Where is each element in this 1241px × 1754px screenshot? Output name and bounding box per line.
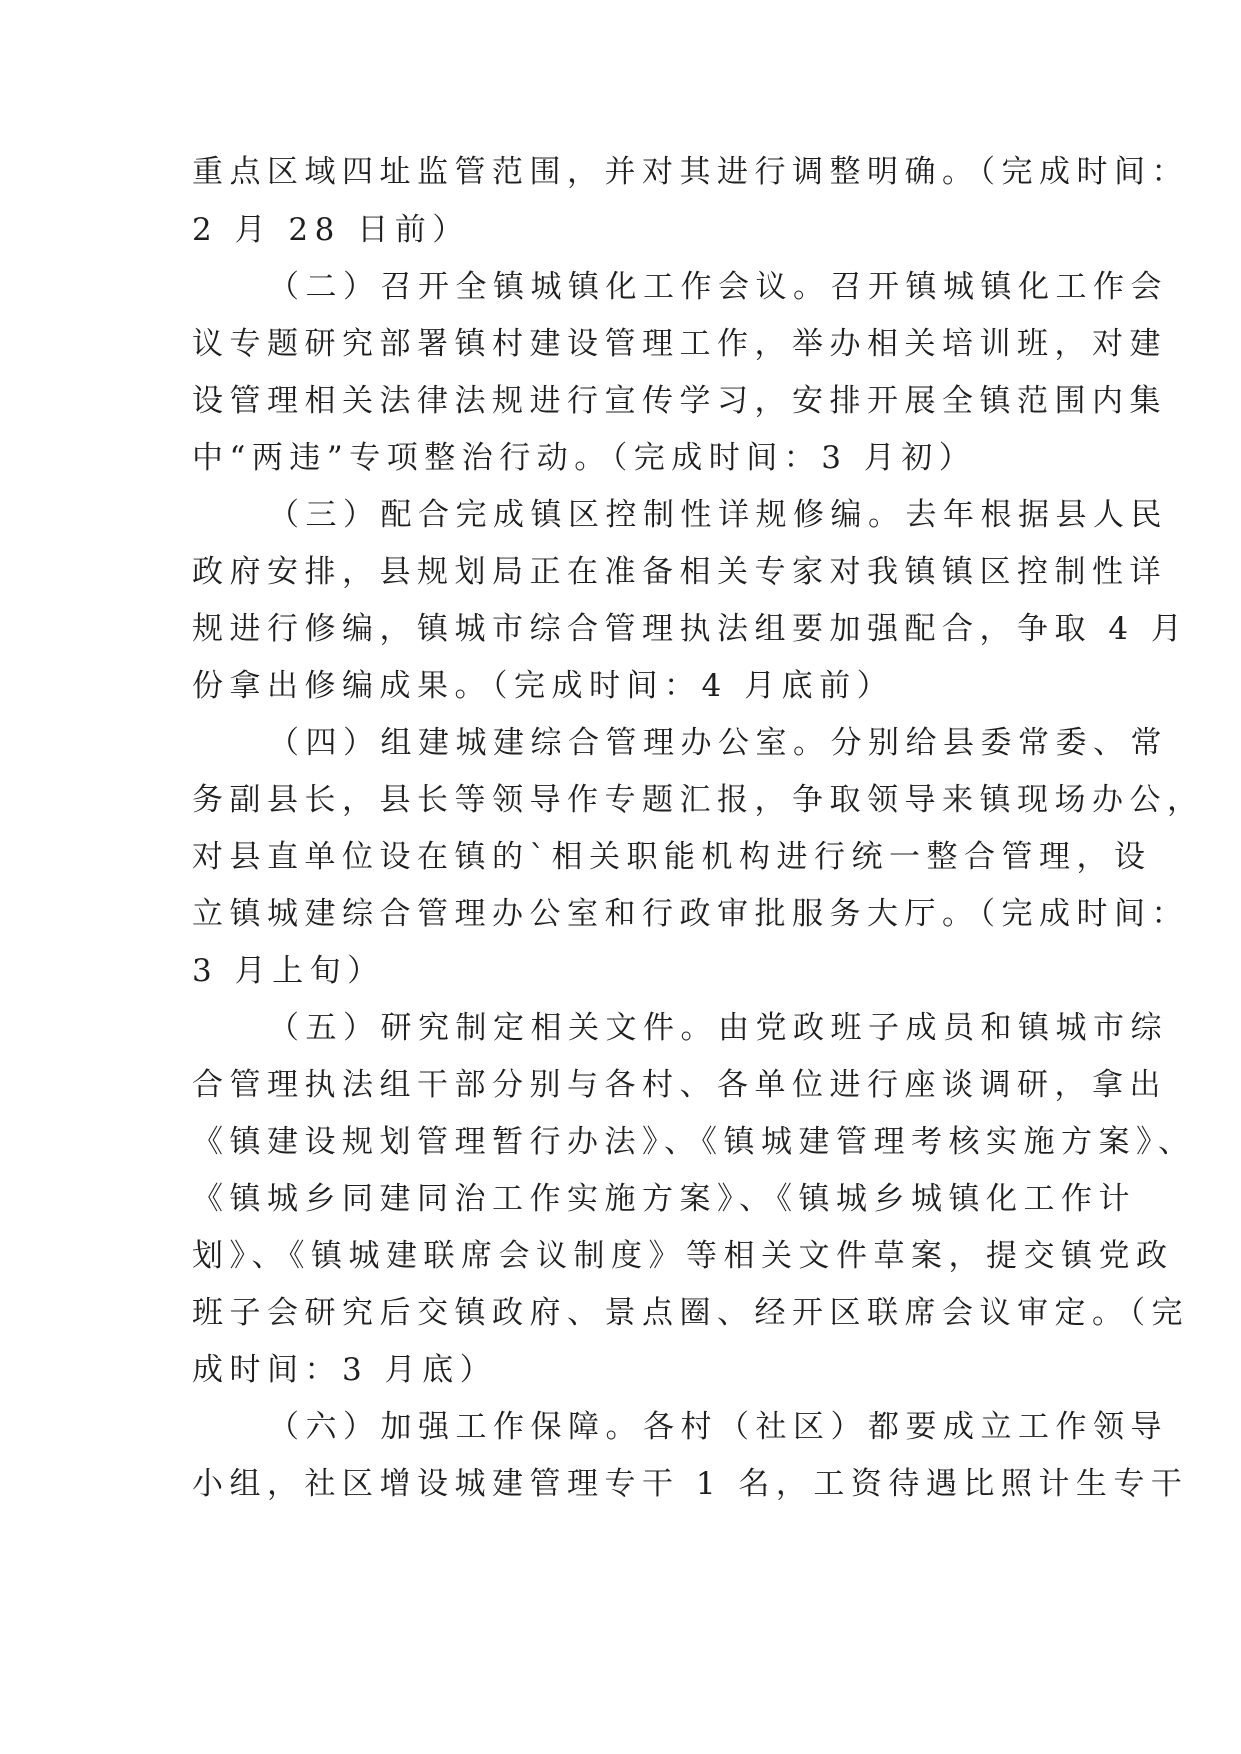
text-line: 务副县长，县长等领导作专题汇报，争取领导来镇现场办公， [192, 782, 1205, 818]
text-line: 重点区域四址监管范围，并对其进行调整明确。（完成时间： [192, 154, 1189, 190]
text-line: 3 月上旬） [192, 953, 385, 989]
text-line: 份拿出修编成果。（完成时间：4 月底前） [192, 668, 895, 704]
paragraph-heading-3: （三）配合完成镇区控制性详规修编。去年根据县人民 [268, 497, 1168, 533]
text-line: 中“两违”专项整治行动。（完成时间：3 月初） [192, 440, 977, 476]
text-line: 划》、《镇城建联席会议制度》等相关文件草案，提交镇党政 [192, 1238, 1174, 1274]
text-line: 设管理相关法律法规进行宣传学习，安排开展全镇范围内集 [192, 383, 1167, 419]
paragraph-heading-6: （六）加强工作保障。各村（社区）都要成立工作领导 [268, 1409, 1168, 1445]
text-line: 议专题研究部署镇村建设管理工作，举办相关培训班，对建 [192, 326, 1167, 362]
text-line: 小组，社区增设城建管理专干 1 名，工资待遇比照计生专干 [192, 1466, 1189, 1502]
text-line: 《镇建设规划管理暂行办法》、《镇城建管理考核实施方案》、 [192, 1124, 1196, 1160]
text-line: 合管理执法组干部分别与各村、各单位进行座谈调研，拿出 [192, 1067, 1167, 1103]
text-line: 规进行修编，镇城市综合管理执法组要加强配合，争取 4 月 [192, 611, 1189, 647]
text-line: 2 月 28 日前） [192, 212, 470, 248]
paragraph-heading-4: （四）组建城建综合管理办公室。分别给县委常委、常 [268, 725, 1168, 761]
text-line: 《镇城乡同建同治工作实施方案》、《镇城乡城镇化工作计 [192, 1181, 1136, 1217]
paragraph-heading-5: （五）研究制定相关文件。由党政班子成员和镇城市综 [268, 1010, 1168, 1046]
paragraph-heading-2: （二）召开全镇城镇化工作会议。召开镇城镇化工作会 [268, 269, 1168, 305]
text-line: 对县直单位设在镇的`相关职能机构进行统一整合管理，设 [192, 839, 1152, 875]
text-line: 成时间：3 月底） [192, 1352, 498, 1388]
text-line: 立镇城建综合管理办公室和行政审批服务大厅。（完成时间： [192, 896, 1189, 932]
text-line: 班子会研究后交镇政府、景点圈、经开区联席会议审定。（完 [192, 1295, 1189, 1331]
text-line: 政府安排，县规划局正在准备相关专家对我镇镇区控制性详 [192, 554, 1167, 590]
